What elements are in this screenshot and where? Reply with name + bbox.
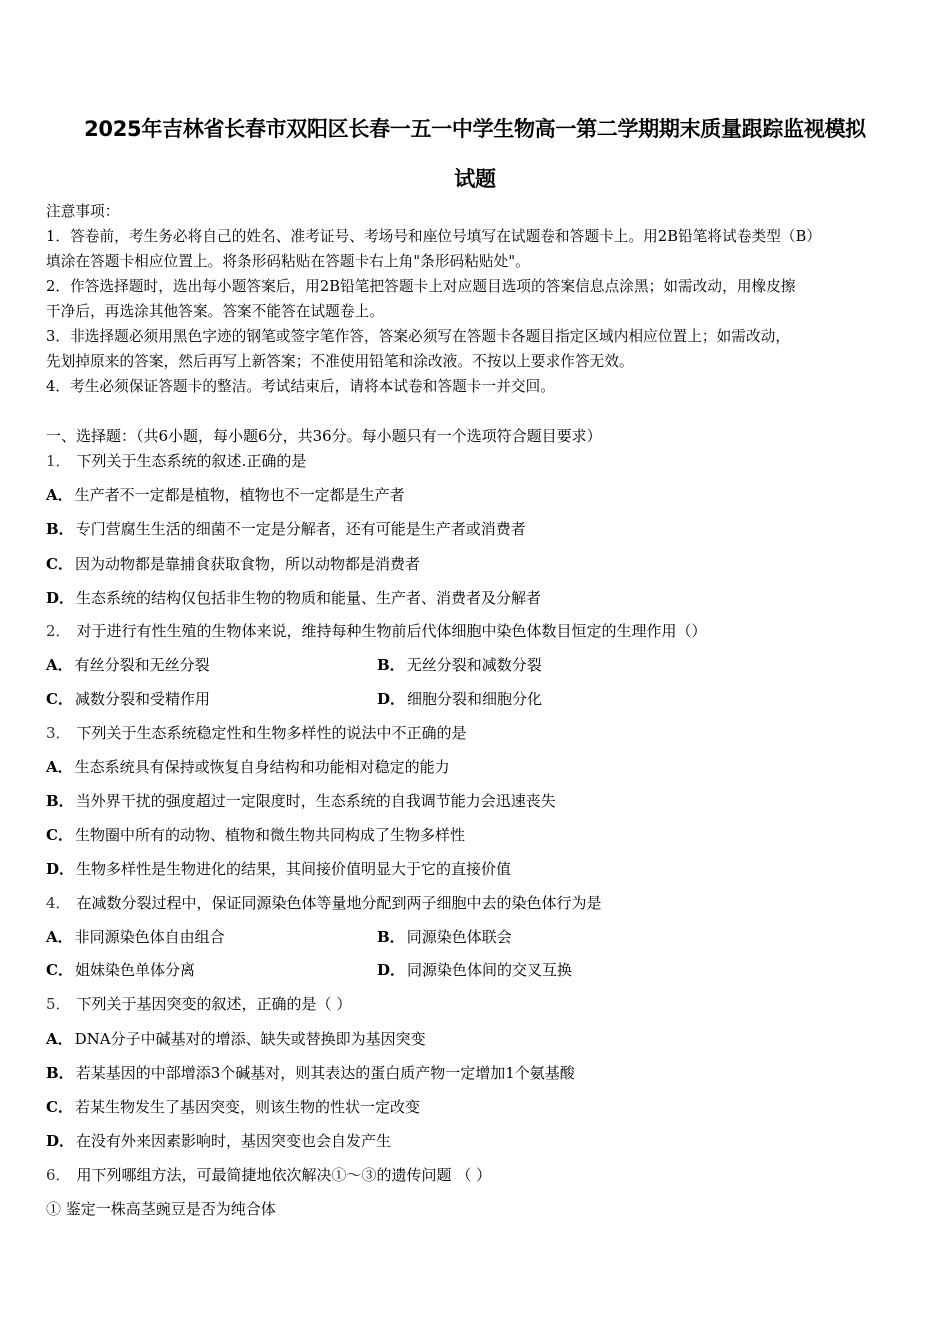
q1-option-c: [46, 555, 420, 573]
option-label: C．: [46, 961, 73, 979]
option-label: D．: [377, 961, 406, 979]
q1-option-d: [46, 589, 541, 607]
q3-option-d: [46, 860, 511, 878]
option-text: 生产者不一定都是植物，植物也不一定都是生产者: [74, 486, 405, 504]
q3-option-b: [46, 792, 556, 810]
q4-option-c: [46, 961, 195, 979]
option-text: 同源染色体联会: [406, 928, 512, 946]
option-label: D．: [46, 860, 75, 878]
q4-option-a: [46, 928, 225, 946]
question-number: 1．: [46, 452, 71, 470]
question-2-stem: [46, 622, 707, 640]
option-label: C．: [46, 555, 73, 573]
exam-title-line-2: 试题: [454, 167, 496, 191]
option-text: 细胞分裂和细胞分化: [407, 690, 543, 708]
question-text: 在减数分裂过程中，保证同源染色体等量地分配到两子细胞中去的染色体行为是: [76, 894, 602, 912]
option-label: C．: [46, 1098, 73, 1116]
option-label: D．: [377, 690, 406, 708]
option-label: D．: [46, 1132, 75, 1150]
option-text: 生态系统的结构仅包括非生物的物质和能量、生产者、消费者及分解者: [76, 589, 542, 607]
option-label: A．: [46, 1030, 73, 1048]
q3-option-c: [46, 826, 465, 844]
option-text: 若某基因的中部增添3个碱基对，则其表达的蛋白质产物一定增加1个氨基酸: [75, 1064, 575, 1082]
option-text: 生物圈中所有的动物、植物和微生物共同构成了生物多样性: [74, 826, 465, 844]
q5-option-c: [46, 1098, 420, 1116]
option-text: 减数分裂和受精作用: [74, 690, 210, 708]
option-text: 若某生物发生了基因突变，则该生物的性状一定改变: [74, 1098, 420, 1116]
option-text: 当外界干扰的强度超过一定限度时，生态系统的自我调节能力会迅速丧失: [75, 792, 556, 810]
option-label: D．: [46, 589, 75, 607]
notice-line-2: 填涂在答题卡相应位置上。将条形码粘贴在答题卡右上角"条形码粘贴处"。: [46, 253, 530, 270]
exam-title-line-1: 2025年吉林省长春市双阳区长春一五一中学生物高一第二学期期末质量跟踪监视模拟: [84, 117, 866, 141]
q1-option-b: [46, 520, 526, 538]
option-label: B．: [377, 656, 405, 674]
question-number: 2．: [46, 622, 71, 640]
q6-item-1: ① 鉴定一株高茎豌豆是否为纯合体: [46, 1200, 276, 1218]
question-text: 下列关于生态系统的叙述.正确的是: [76, 452, 307, 470]
q2-option-a: [46, 656, 210, 674]
option-label: B．: [377, 928, 405, 946]
question-4-stem: [46, 894, 602, 912]
q5-option-b: [46, 1064, 575, 1082]
notice-line-7: 4．考生必须保证答题卡的整洁。考试结束后，请将本试卷和答题卡一并交回。: [46, 378, 555, 395]
question-text: 对于进行有性生殖的生物体来说，维持每种生物前后代体细胞中染色体数目恒定的生理作用（）: [76, 622, 707, 640]
q4-option-d: [377, 961, 572, 979]
option-label: A．: [46, 758, 73, 776]
option-label: A．: [46, 486, 73, 504]
question-text: 下列关于生态系统稳定性和生物多样性的说法中不正确的是: [76, 724, 467, 742]
notice-line-1: 1．答卷前，考生务必将自己的姓名、准考证号、考场号和座位号填写在试题卷和答题卡上。用2B铅笔将试卷类型（B）: [46, 228, 822, 245]
option-label: A．: [46, 656, 73, 674]
q5-option-d: [46, 1132, 391, 1150]
question-number: 3．: [46, 724, 71, 742]
question-5-stem: [46, 995, 351, 1013]
option-text: 因为动物都是靠捕食获取食物，所以动物都是消费者: [74, 555, 420, 573]
option-text: 生态系统具有保持或恢复自身结构和功能相对稳定的能力: [74, 758, 450, 776]
option-text: 无丝分裂和减数分裂: [406, 656, 542, 674]
option-label: B．: [46, 520, 74, 538]
option-text: 非同源染色体自由组合: [74, 928, 225, 946]
option-text: 专门营腐生生活的细菌不一定是分解者，还有可能是生产者或消费者: [75, 520, 526, 538]
q2-option-b: [377, 656, 542, 674]
question-3-stem: [46, 724, 467, 742]
notice-line-5: 3．非选择题必须用黑色字迹的钢笔或签字笔作答，答案必须写在答题卡各题目指定区域内相应位置上；如需改动，: [46, 328, 791, 345]
q2-option-c: [46, 690, 210, 708]
notice-line-4: 干净后，再选涂其他答案。答案不能答在试题卷上。: [46, 303, 384, 320]
option-text: 同源染色体间的交叉互换: [407, 961, 573, 979]
option-text: 生物多样性是生物进化的结果，其间接价值明显大于它的直接价值: [76, 860, 512, 878]
option-label: B．: [46, 792, 74, 810]
option-text: 在没有外来因素影响时，基因突变也会自发产生: [76, 1132, 392, 1150]
option-label: A．: [46, 928, 73, 946]
option-text: 有丝分裂和无丝分裂: [74, 656, 210, 674]
section-heading: 一、选择题：（共6小题，每小题6分，共36分。每小题只有一个选项符合题目要求）: [46, 427, 602, 445]
q1-option-a: [46, 486, 405, 504]
q4-option-b: [377, 928, 512, 946]
question-number: 4．: [46, 894, 71, 912]
option-label: C．: [46, 826, 73, 844]
question-number: 6．: [46, 1166, 71, 1184]
question-1-stem: [46, 452, 306, 470]
notice-line-3: 2．作答选择题时，选出每小题答案后，用2B铅笔把答题卡上对应题目选项的答案信息点涂黑；如需改动，用橡皮擦: [46, 278, 796, 295]
notice-line-6: 先划掉原来的答案，然后再写上新答案；不准使用铅笔和涂改液。不按以上要求作答无效。: [46, 353, 634, 370]
q5-option-a: [46, 1030, 426, 1048]
question-text: 下列关于基因突变的叙述，正确的是（ ）: [76, 995, 352, 1013]
question-number: 5．: [46, 995, 71, 1013]
option-label: C．: [46, 690, 73, 708]
question-text: 用下列哪组方法，可最简捷地依次解决①～③的遗传问题 （ ）: [76, 1166, 492, 1184]
question-6-stem: [46, 1166, 491, 1184]
option-text: 姐妹染色单体分离: [74, 961, 195, 979]
q2-option-d: [377, 690, 542, 708]
notice-heading: 注意事项：: [46, 203, 120, 220]
option-label: B．: [46, 1064, 74, 1082]
q3-option-a: [46, 758, 450, 776]
option-text: DNA分子中碱基对的增添、缺失或替换即为基因突变: [74, 1030, 426, 1048]
